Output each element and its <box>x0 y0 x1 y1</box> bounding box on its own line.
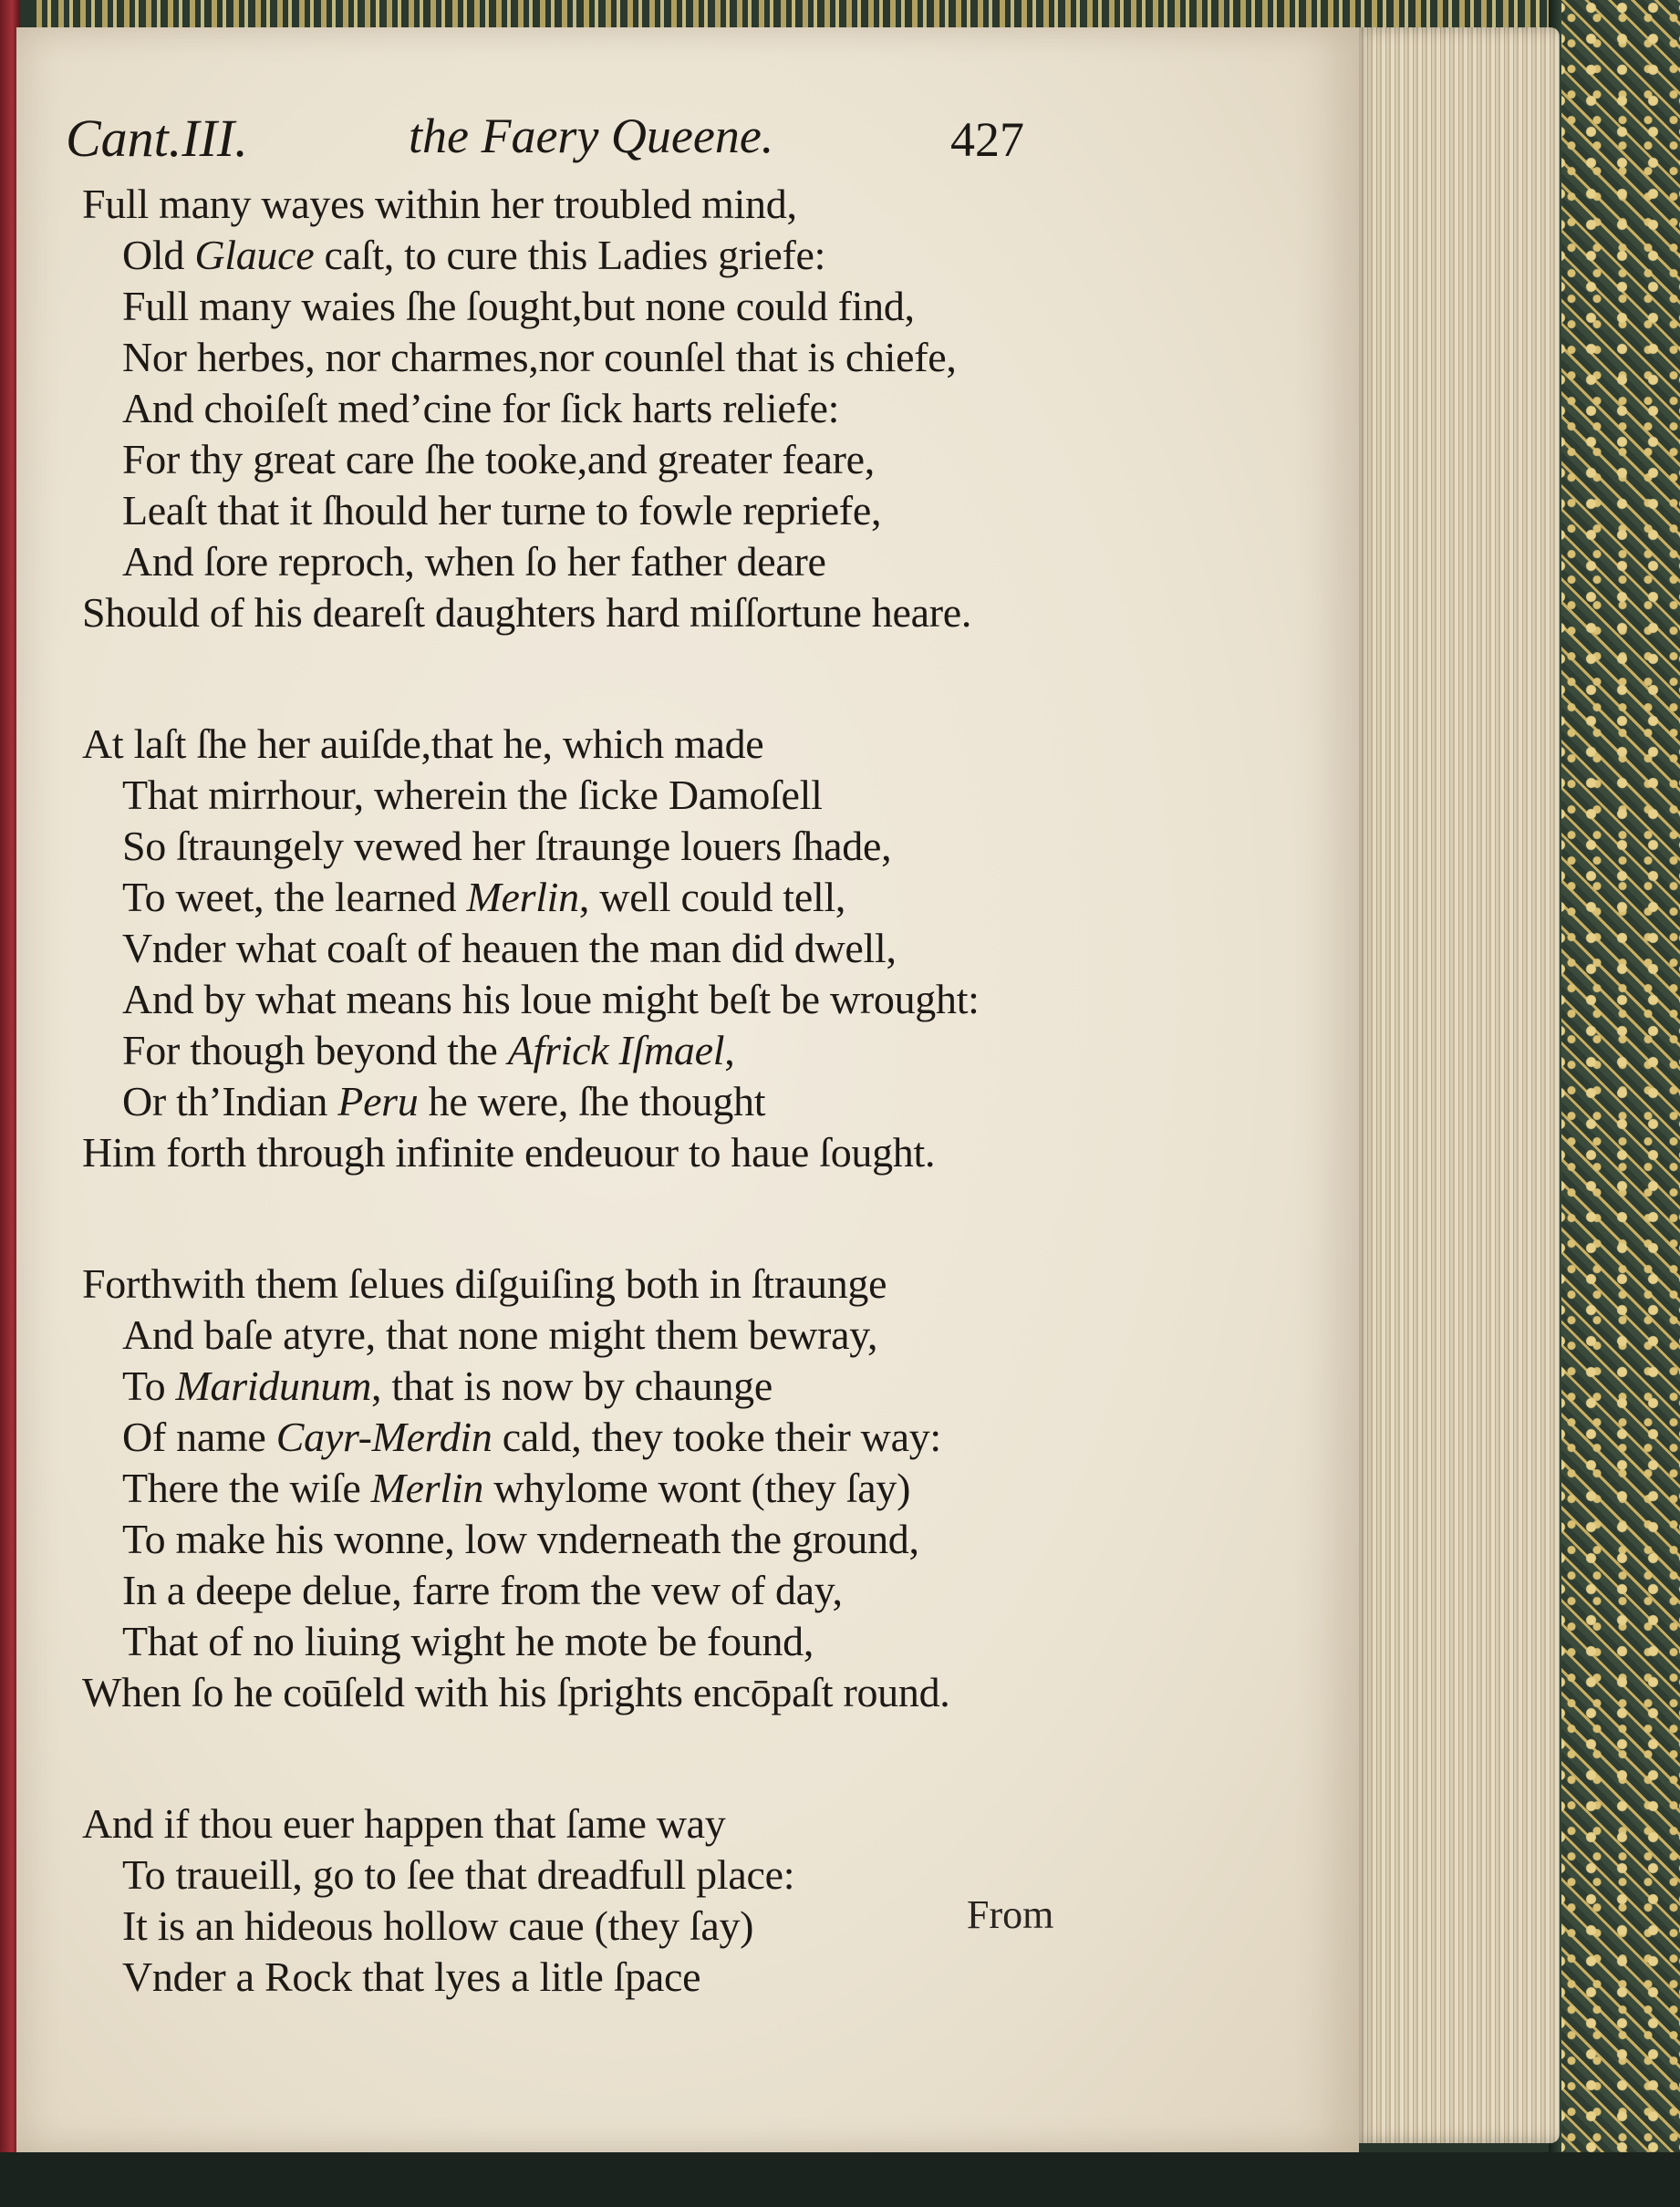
verse-line <box>82 1076 1104 1127</box>
verse-line: That mirrhour, wherein the ſicke Damoſell <box>122 772 823 818</box>
gilt-top-border <box>36 0 1680 31</box>
italic-name: Merlin <box>370 1465 484 1511</box>
italic-name: Glauce <box>194 232 315 278</box>
verse-text: Old <box>122 232 195 278</box>
verse-line <box>82 872 1104 923</box>
running-head <box>66 80 1069 181</box>
verse-line: When ſo he coūſeld with his ſprights encōpaſt round. <box>82 1669 950 1715</box>
verse-line: And baſe atyre, that none might them bewray, <box>122 1311 878 1358</box>
verse-text: , well could tell, <box>578 874 846 920</box>
verse-line: To traueill, go to ſee that dreadfull place: <box>122 1851 795 1898</box>
verse-text: There the wiſe <box>122 1465 371 1511</box>
verse-line: Him forth through infinite endeuour to haue ſought. <box>82 1129 936 1176</box>
verse-line: For thy great care ſhe tooke,and greater feare, <box>122 436 875 482</box>
verse-line <box>82 1412 1104 1463</box>
verse-line: Vnder what coaſt of heauen the man did dwell, <box>122 925 897 971</box>
verse-line: And if thou euer happen that ſame way <box>82 1800 726 1847</box>
italic-name: Cayr-Merdin <box>275 1414 493 1460</box>
page-number: 427 <box>950 112 1024 167</box>
stanza <box>82 1259 1104 1718</box>
italic-name: Africk Iſmael <box>507 1027 725 1073</box>
verse-text: he were, ſhe thought <box>418 1078 766 1124</box>
verse-line <box>82 1361 1104 1412</box>
verse-text: To <box>122 1363 176 1409</box>
verse-line: And ſore reproch, when ſo her father deare <box>122 538 826 585</box>
verse-line: Full many wayes within her troubled mind, <box>82 181 797 227</box>
stanza <box>82 719 1104 1178</box>
page-fore-edge <box>1350 27 1560 2143</box>
verse-line <box>82 1463 1104 1514</box>
catchword: From <box>967 1892 1054 1937</box>
verse-text: Or th’Indian <box>122 1078 338 1124</box>
book-title: the Faery Queene. <box>409 109 774 163</box>
canto-label: Cant.III. <box>66 109 248 168</box>
verse-line: Nor herbes, nor charmes,nor counſel that is chiefe, <box>122 334 957 380</box>
verse-text: whylome wont (they ſay) <box>483 1465 911 1511</box>
verse-text: , <box>724 1027 735 1073</box>
ornate-binding <box>1552 0 1680 2207</box>
verse-line: Should of his deareſt daughters hard miſſortune heare. <box>82 589 972 636</box>
stanza <box>82 1798 1104 2003</box>
italic-name: Merlin <box>466 874 579 920</box>
verse-line: It is an hideous hollow caue (they ſay) <box>122 1902 754 1949</box>
verse-line: And choiſeſt med’cine for ſick harts reliefe: <box>122 385 840 431</box>
poem-text <box>82 179 1104 2083</box>
verse-line: So ſtraungely vewed her ſtraunge louers ſhade, <box>122 823 892 869</box>
verse-line: At laſt ſhe her auiſde,that he, which made <box>82 720 764 767</box>
verse-line: Forthwith them ſelues diſguiſing both in ſtraunge <box>82 1260 887 1307</box>
verse-line: To make his wonne, low vnderneath the ground, <box>122 1516 919 1562</box>
verse-text: Of name <box>122 1414 276 1460</box>
verse-line <box>82 1025 1104 1076</box>
verse-line: That of no liuing wight he mote be found, <box>122 1618 814 1664</box>
verse-text: , that is now by chaunge <box>371 1363 773 1409</box>
verse-line: Vnder a Rock that lyes a litle ſpace <box>122 1953 701 2000</box>
verse-line: In a deepe delue, farre from the vew of day, <box>122 1567 843 1613</box>
verse-line: Leaſt that it ſhould her turne to fowle repriefe, <box>122 487 882 534</box>
verse-text: cald, they tooke their way: <box>492 1414 941 1460</box>
verse-text: caſt, to cure this Ladies griefe: <box>314 232 826 278</box>
verse-line: Full many waies ſhe ſought,but none could find, <box>122 283 915 329</box>
verse-line: And by what means his loue might beſt be wrought: <box>122 976 980 1022</box>
italic-name: Peru <box>337 1078 419 1124</box>
verse-text: For though beyond the <box>122 1027 508 1073</box>
table-surface <box>0 2152 1680 2207</box>
italic-name: Maridunum <box>175 1363 372 1409</box>
verse-line <box>82 230 1104 281</box>
verse-text: To weet, the learned <box>122 874 467 920</box>
stanza <box>82 179 1104 638</box>
